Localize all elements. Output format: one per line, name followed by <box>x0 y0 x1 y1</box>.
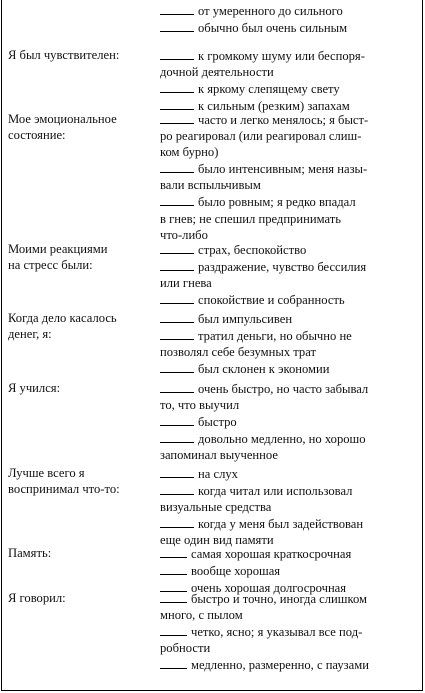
answer-option <box>160 111 418 128</box>
answer-option <box>160 258 418 275</box>
answer-option-text: вообще хорошая <box>191 564 281 579</box>
question-label <box>8 111 156 143</box>
answer-options <box>160 380 418 463</box>
answer-blank-line[interactable] <box>160 465 194 478</box>
answer-option-text: раздражение, чувство бессилия <box>198 260 367 275</box>
answer-blank-line[interactable] <box>160 258 194 271</box>
answer-blank-line[interactable] <box>160 590 187 603</box>
answer-option-text: когда читал или использовал <box>198 484 353 499</box>
question-text-line: Я был чувствителен: <box>8 48 120 62</box>
answer-option-text: много, с пылом <box>160 608 243 623</box>
question-text-line: Память: <box>8 546 52 560</box>
question-text-line: Когда дело касалось <box>8 311 117 325</box>
answer-option <box>160 482 418 499</box>
answer-option-text: запоминал выученное <box>160 448 278 463</box>
question-text-line: денег, я: <box>8 327 52 342</box>
answer-blank-line[interactable] <box>160 47 194 60</box>
answer-options <box>160 465 418 548</box>
answer-option-continuation <box>160 64 418 80</box>
answer-option-continuation <box>160 128 418 144</box>
answer-option-text: обычно был очень сильным <box>198 21 348 36</box>
answer-option-text: было ровным; я редко впадал <box>198 195 356 210</box>
questionnaire-page <box>1 0 423 691</box>
answer-option-continuation <box>160 177 418 193</box>
answer-options <box>160 310 418 377</box>
answer-option <box>160 2 418 19</box>
answer-option-continuation <box>160 344 418 360</box>
answer-option-text: спокойствие и собранность <box>198 293 345 308</box>
question-text-line: Я учился: <box>8 381 61 395</box>
answer-option-text: позволял себе безумных трат <box>160 345 316 360</box>
answer-option-text: что-либо <box>160 227 208 242</box>
answer-option <box>160 327 418 344</box>
answer-option <box>160 590 418 607</box>
answer-option-continuation <box>160 640 418 656</box>
answer-option <box>160 545 418 562</box>
answer-blank-line[interactable] <box>160 562 187 575</box>
answer-option-text: дочной деятельности <box>160 65 274 80</box>
answer-option-text: было интенсивным; меня назы- <box>198 162 368 177</box>
answer-option-text: или гнева <box>160 276 212 291</box>
answer-option-continuation <box>160 144 418 160</box>
answer-options <box>160 241 418 308</box>
answer-option-text: очень быстро, но часто забывал <box>198 382 369 396</box>
answer-blank-line[interactable] <box>160 482 194 495</box>
answer-option-text: медленно, размеренно, с паузами <box>191 658 369 673</box>
answer-blank-line[interactable] <box>160 111 194 124</box>
question-label <box>8 545 156 561</box>
answer-option <box>160 380 418 397</box>
answer-option-text: визуальные средства <box>160 500 272 515</box>
answer-option-text: ро реагировал (или реагировал слиш- <box>160 129 362 144</box>
answer-option-text: был склонен к экономии <box>198 362 330 377</box>
question-label <box>8 310 156 342</box>
answer-option-continuation <box>160 447 418 463</box>
answer-blank-line[interactable] <box>160 241 194 254</box>
answer-option <box>160 291 418 308</box>
answer-option-text: робности <box>160 641 211 656</box>
answer-blank-line[interactable] <box>160 2 194 15</box>
answer-option <box>160 310 418 327</box>
question-text-line: на стресс были: <box>8 258 93 273</box>
answer-blank-line[interactable] <box>160 623 187 636</box>
answer-blank-line[interactable] <box>160 97 194 110</box>
answer-option <box>160 656 418 673</box>
answer-option-text: к громкому шуму или беспоря- <box>198 49 365 63</box>
question-label <box>8 590 156 606</box>
question-label <box>8 47 156 63</box>
answer-option-text: очень хорошая долгосрочная <box>191 581 347 596</box>
question-text-line: Я говорил: <box>8 591 66 605</box>
answer-option-text: страх, беспокойство <box>198 243 307 257</box>
question-text-line: Мое эмоциональное <box>8 112 117 126</box>
answer-blank-line[interactable] <box>160 80 194 93</box>
answer-option-text: четко, ясно; я указывал все под- <box>191 625 363 640</box>
answer-options <box>160 47 418 114</box>
answer-options <box>160 545 418 596</box>
question-text-line: воспринимал что-то: <box>8 482 120 497</box>
answer-option <box>160 430 418 447</box>
answer-option-text: в гнев; не спешил предпринимать <box>160 211 341 226</box>
answer-option-text: довольно медленно, но хорошо <box>198 432 366 447</box>
answer-option-text: от умеренного до сильного <box>198 4 343 18</box>
question-text-line: Моими реакциями <box>8 242 108 256</box>
answer-option-continuation <box>160 607 418 623</box>
answer-option-text: часто и легко менялось; я быст- <box>198 113 369 127</box>
answer-option-text: был импульсивен <box>198 312 293 326</box>
answer-option <box>160 623 418 640</box>
answer-option-text: вали вспыльчивым <box>160 178 261 193</box>
answer-option <box>160 160 418 177</box>
answer-option-text: то, что выучил <box>160 398 240 413</box>
answer-blank-line[interactable] <box>160 19 194 32</box>
answer-option <box>160 465 418 482</box>
answer-option-text: быстро и точно, иногда слишком <box>191 592 367 606</box>
answer-options <box>160 111 418 243</box>
answer-blank-line[interactable] <box>160 160 194 173</box>
answer-options <box>160 590 418 673</box>
answer-option-text: на слух <box>198 467 238 481</box>
answer-blank-line[interactable] <box>160 380 194 393</box>
answer-blank-line[interactable] <box>160 291 194 304</box>
answer-option-continuation <box>160 211 418 227</box>
answer-option-text: быстро <box>198 415 237 430</box>
answer-blank-line[interactable] <box>160 430 194 443</box>
question-label <box>8 380 156 396</box>
answer-blank-line[interactable] <box>160 515 194 528</box>
question-label <box>8 241 156 273</box>
answer-option-continuation <box>160 499 418 515</box>
answer-option-text: ком бурно) <box>160 145 219 160</box>
answer-option <box>160 47 418 64</box>
question-text-line: Лучше всего я <box>8 466 85 480</box>
answer-blank-line[interactable] <box>160 310 194 323</box>
answer-option-text: еще один вид памяти <box>160 533 274 548</box>
answer-blank-line[interactable] <box>160 327 194 340</box>
answer-option <box>160 19 418 36</box>
answer-option-continuation <box>160 275 418 291</box>
answer-option <box>160 80 418 97</box>
answer-option <box>160 413 418 430</box>
answer-option <box>160 193 418 210</box>
answer-blank-line[interactable] <box>160 360 194 373</box>
answer-option-continuation <box>160 397 418 413</box>
answer-blank-line[interactable] <box>160 656 187 669</box>
answer-option-text: к яркому слепящему свету <box>198 82 340 97</box>
answer-blank-line[interactable] <box>160 413 194 426</box>
answer-option-text: самая хорошая краткосрочная <box>191 547 352 561</box>
question-label <box>8 465 156 497</box>
answer-option-text: к сильным (резким) запахам <box>198 99 350 114</box>
answer-option <box>160 360 418 377</box>
answer-option <box>160 241 418 258</box>
answer-option <box>160 515 418 532</box>
answer-blank-line[interactable] <box>160 193 194 206</box>
answer-option-text: тратил деньги, но обычно не <box>198 329 352 344</box>
answer-option-text: когда у меня был задействован <box>198 517 364 532</box>
answer-options <box>160 2 418 36</box>
answer-option <box>160 562 418 579</box>
question-text-line: состояние: <box>8 128 66 143</box>
answer-blank-line[interactable] <box>160 545 187 558</box>
